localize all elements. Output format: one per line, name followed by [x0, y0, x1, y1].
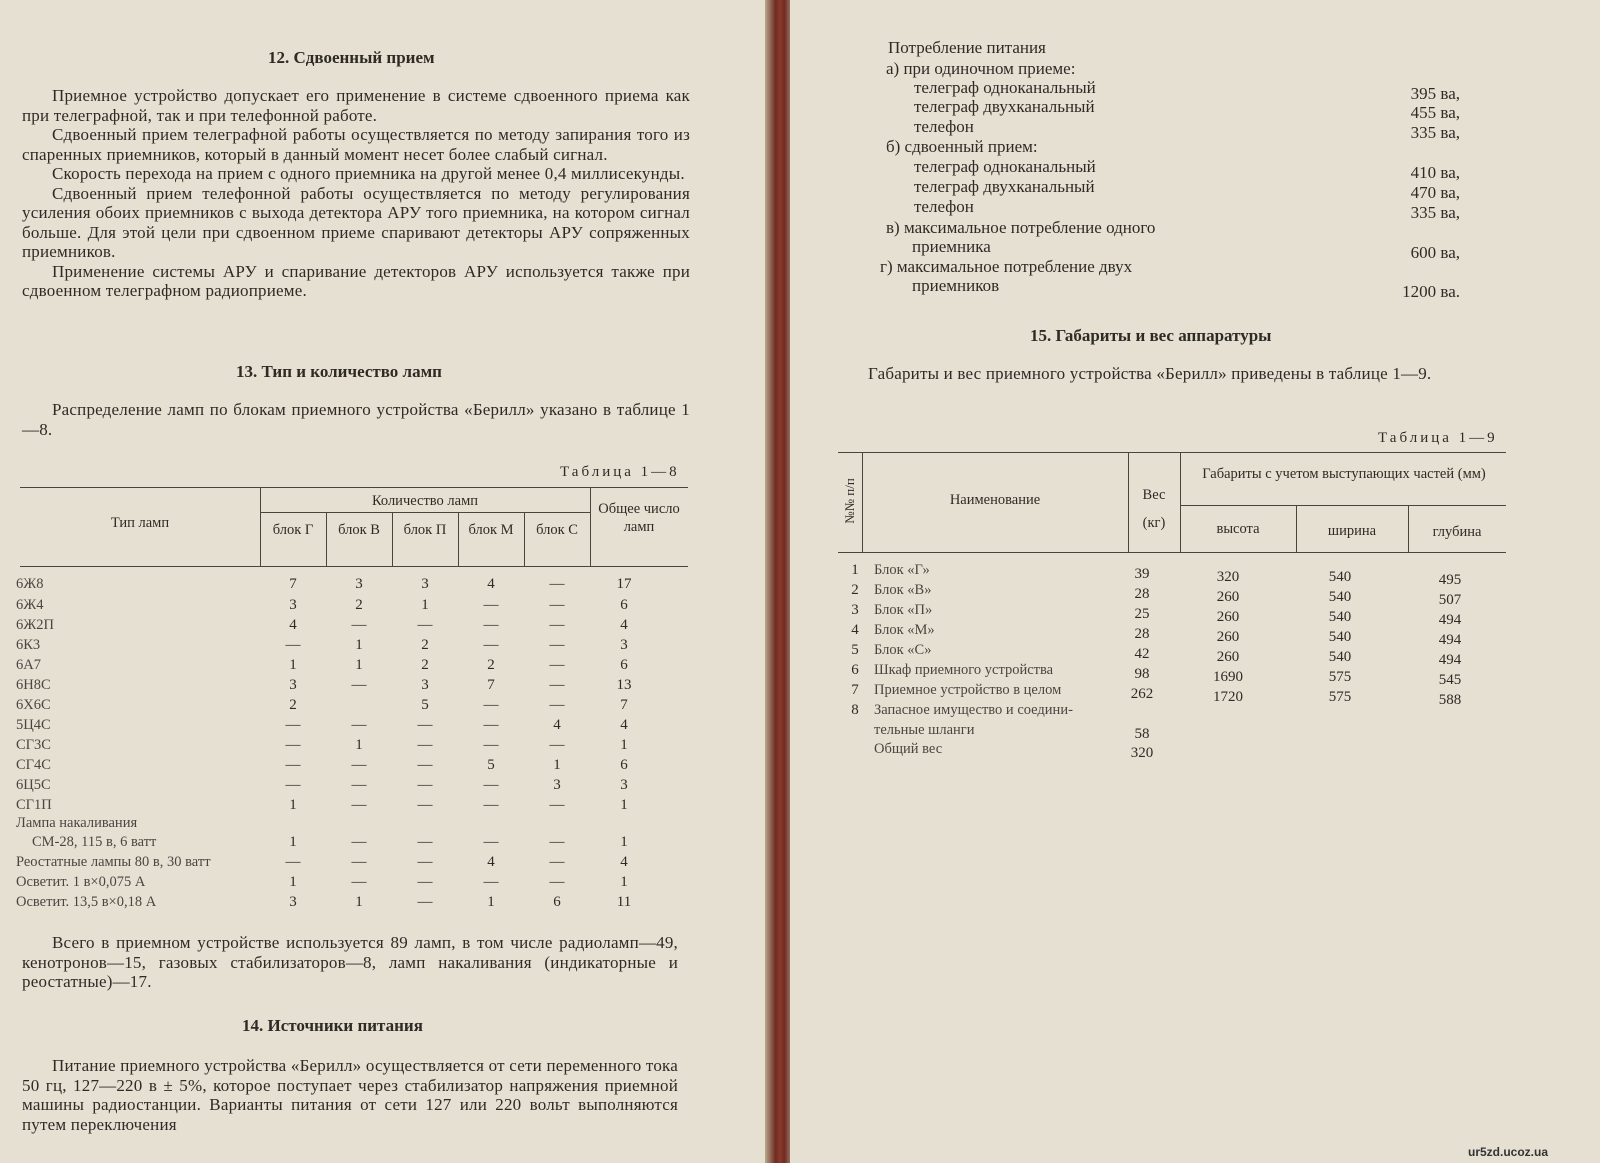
count-value: — [417, 854, 433, 870]
count-value: 2 [421, 657, 429, 673]
item-name: Запасное имущество и соедини- [874, 702, 1073, 718]
depth-value: 545 [1438, 672, 1462, 688]
lamp-type: СМ-28, 115 в, 6 ватт [32, 834, 157, 850]
paragraph: Всего в приемном устройстве используется 89 ламп, в том числе радиоламп—49, кенотронов—15, газовых стабилизаторов—8, ламп накаливания (индикаторные и реостатные)—17. [22, 933, 678, 991]
total-value: 4 [620, 717, 628, 733]
row-number: 2 [851, 582, 859, 598]
table-rule [392, 512, 393, 566]
row-number: 5 [851, 642, 859, 658]
lamp-type: СГ3С [16, 737, 51, 753]
width-value: 575 [1328, 689, 1352, 705]
count-value: — [549, 637, 565, 653]
count-value: — [483, 874, 499, 890]
paragraph: Применение системы АРУ и спаривание детекторов АРУ используется также при сдвоенном телеграфном радиоприеме. [22, 261, 690, 300]
item-name: Общий вес [874, 741, 943, 757]
column-header-block: блок Г [272, 522, 314, 538]
count-value: 3 [289, 677, 297, 693]
count-value: — [351, 677, 367, 693]
count-value: — [417, 617, 433, 633]
count-value: — [483, 637, 499, 653]
power-line: приемника [912, 237, 991, 256]
section-14-text [22, 1056, 678, 1163]
width-value: 540 [1328, 649, 1352, 665]
paragraph: Сдвоенный прием телеграфной работы осуществляется по методу запирания того из спаренных приемников, который в данный момент несет более слабый сигнал. [22, 125, 690, 164]
table-rule [260, 512, 590, 513]
count-value: — [549, 597, 565, 613]
height-value: 260 [1216, 649, 1240, 665]
total-value: 1 [620, 834, 628, 850]
lamp-summary [22, 933, 678, 992]
row-number: 3 [851, 602, 859, 618]
lamp-type: 6Ж8 [16, 576, 44, 592]
total-value: 6 [620, 757, 628, 773]
watermark: ur5zd.ucoz.ua [1468, 1145, 1549, 1159]
count-value: 1 [289, 797, 297, 813]
count-value: — [351, 717, 367, 733]
lamp-type: 6Ж2П [16, 617, 54, 633]
section-12-title: 12. Сдвоенный прием [268, 48, 435, 67]
count-value: — [285, 737, 301, 753]
width-value: 540 [1328, 609, 1352, 625]
total-value: 17 [616, 576, 632, 592]
column-header-width: ширина [1327, 523, 1377, 539]
weight-value: 39 [1134, 566, 1150, 582]
count-value: — [483, 697, 499, 713]
row-number: 7 [851, 682, 859, 698]
count-value: — [351, 797, 367, 813]
count-value: 4 [553, 717, 561, 733]
power-value: 395 ва, [1410, 84, 1460, 103]
depth-value: 494 [1438, 652, 1462, 668]
column-header-block: блок В [338, 522, 380, 538]
count-value: 3 [421, 576, 429, 592]
column-header-block: блок М [468, 522, 514, 538]
count-value: — [351, 834, 367, 850]
total-value: 3 [620, 637, 628, 653]
item-name: Приемное устройство в целом [874, 682, 1062, 698]
count-value: 1 [553, 757, 561, 773]
count-value: — [285, 777, 301, 793]
count-value: — [285, 637, 301, 653]
table-rule [458, 512, 459, 566]
paragraph: Питание приемного устройства «Берилл» осуществляется от сети переменного тока 50 гц, 127—220 в ± 5%, которое поступает через стабилизатор напряжения приемной машины радиостанции. Варианты питания от сети 127 или 220 вольт выполняются путем переключения [22, 1056, 678, 1134]
count-value: — [549, 657, 565, 673]
lamp-type: 6Х6С [16, 697, 51, 713]
power-line: телефон [914, 197, 974, 216]
height-value: 1690 [1213, 669, 1243, 685]
count-value: 2 [289, 697, 297, 713]
count-value: 1 [487, 894, 495, 910]
count-value: 1 [355, 737, 363, 753]
column-header-type: Тип ламп [110, 515, 170, 531]
total-value: 13 [616, 677, 632, 693]
power-line: телеграф двухканальный [914, 97, 1095, 116]
count-value: — [483, 834, 499, 850]
total-value: 6 [620, 657, 628, 673]
height-value: 1720 [1213, 689, 1243, 705]
count-value: 1 [289, 834, 297, 850]
paragraph: Сдвоенный прием телефонной работы осуществляется по методу регулирования усиления обоих приемников с выхода детектора АРУ того приемника, на котором сигнал больше. Для этой цели при сдвоенном приеме спаривают детекторы АРУ сопряженных приемников. [22, 183, 690, 261]
count-value: 4 [289, 617, 297, 633]
total-value: 3 [620, 777, 628, 793]
count-value: 7 [487, 677, 495, 693]
weight-value: 28 [1134, 586, 1150, 602]
count-value: 1 [355, 894, 363, 910]
table-rule [20, 487, 688, 488]
count-value: 2 [421, 637, 429, 653]
total-value: 7 [620, 697, 628, 713]
row-number: 6 [851, 662, 859, 678]
section-15-intro [838, 364, 1506, 384]
count-value: — [549, 737, 565, 753]
depth-value: 494 [1438, 612, 1462, 628]
count-value: — [417, 874, 433, 890]
paragraph: Приемное устройство допускает его применение в системе сдвоенного приема как при телеграфной, так и при телефонной работе. [22, 86, 690, 125]
column-header-count: Количество ламп [371, 493, 479, 509]
count-value: 6 [553, 894, 561, 910]
count-value: — [483, 737, 499, 753]
power-value: 335 ва, [1410, 203, 1460, 222]
lamp-type: 6Ц5С [16, 777, 51, 793]
depth-value: 494 [1438, 632, 1462, 648]
depth-value: 495 [1438, 572, 1462, 588]
height-value: 260 [1216, 609, 1240, 625]
total-value: 4 [620, 617, 628, 633]
column-header-number: №№ п/п [842, 478, 857, 524]
section-12-text [22, 86, 690, 301]
lamp-type: Реостатные лампы 80 в, 30 ватт [16, 854, 211, 870]
table-rule [1128, 452, 1129, 552]
count-value: — [549, 697, 565, 713]
power-line: приемников [912, 276, 1000, 295]
column-header-name: Наименование [949, 492, 1041, 508]
lamp-type: СГ1П [16, 797, 52, 813]
total-value: 4 [620, 854, 628, 870]
count-value: 1 [289, 874, 297, 890]
item-name: Блок «П» [874, 602, 933, 618]
count-value: — [549, 797, 565, 813]
power-value: 455 ва, [1410, 103, 1460, 122]
power-line: телеграф одноканальный [914, 157, 1096, 176]
table-rule [1180, 505, 1506, 506]
count-value: — [549, 834, 565, 850]
power-value: 600 ва, [1410, 243, 1460, 262]
count-value: — [417, 717, 433, 733]
count-value: 1 [355, 637, 363, 653]
paragraph: Скорость перехода на прием с одного приемника на другой менее 0,4 миллисекунды. [52, 164, 685, 183]
table-rule [326, 512, 327, 566]
count-value: 3 [289, 597, 297, 613]
table-rule [590, 487, 591, 566]
count-value: — [483, 777, 499, 793]
depth-value: 507 [1438, 592, 1462, 608]
lamp-type: СГ4С [16, 757, 51, 773]
count-value: 3 [289, 894, 297, 910]
weight-value: 25 [1134, 606, 1150, 622]
paragraph: Габариты и вес приемного устройства «Берилл» приведены в таблице 1—9. [868, 364, 1432, 383]
count-value: 5 [487, 757, 495, 773]
lamp-type: 6К3 [16, 637, 41, 653]
count-value: — [351, 854, 367, 870]
power-title: Потребление питания [888, 38, 1046, 57]
count-value: — [351, 617, 367, 633]
count-value: — [549, 576, 565, 592]
count-value: — [483, 797, 499, 813]
power-line: г) максимальное потребление двух [880, 257, 1133, 276]
item-name: Блок «В» [874, 582, 932, 598]
lamp-type: Осветит. 1 в×0,075 А [16, 874, 146, 890]
lamp-type: Осветит. 13,5 в×0,18 А [16, 894, 157, 910]
count-value: 4 [487, 854, 495, 870]
count-value: — [417, 737, 433, 753]
column-header-block: блок С [536, 522, 578, 538]
section-14-title: 14. Источники питания [242, 1016, 423, 1035]
lamp-type: Лампа накаливания [16, 815, 138, 831]
column-header-depth: глубина [1432, 524, 1482, 540]
height-value: 320 [1216, 569, 1240, 585]
weight-value: 28 [1134, 626, 1150, 642]
count-value: — [351, 777, 367, 793]
width-value: 540 [1328, 589, 1352, 605]
depth-value: 588 [1438, 692, 1462, 708]
width-value: 540 [1328, 569, 1352, 585]
total-value: 1 [620, 797, 628, 813]
table-1-8-caption: Таблица 1—8 [560, 464, 680, 480]
count-value: 5 [421, 697, 429, 713]
column-header-dimensions: Габариты с учетом выступающих частей (мм) [1202, 466, 1486, 482]
table-rule [20, 566, 688, 567]
row-number: 8 [851, 702, 859, 718]
count-value: — [483, 597, 499, 613]
table-rule [838, 552, 1506, 553]
section-13-title: 13. Тип и количество ламп [236, 362, 442, 381]
weight-value: 42 [1134, 646, 1150, 662]
total-value: 1 [620, 737, 628, 753]
table-rule [838, 452, 1506, 453]
item-name: Шкаф приемного устройства [874, 662, 1054, 678]
count-value: — [351, 757, 367, 773]
weight-value: 58 [1134, 726, 1150, 742]
item-name: Блок «М» [874, 622, 935, 638]
section-15-title: 15. Габариты и вес аппаратуры [1030, 326, 1272, 345]
count-value: — [417, 777, 433, 793]
row-number: 1 [851, 562, 859, 578]
height-value: 260 [1216, 589, 1240, 605]
power-line: телеграф двухканальный [914, 177, 1095, 196]
count-value: 1 [421, 597, 429, 613]
lamp-type: 6Ж4 [16, 597, 44, 613]
power-line: телеграф одноканальный [914, 78, 1096, 97]
power-value: 470 ва, [1410, 183, 1460, 202]
item-name: Блок «С» [874, 642, 932, 658]
row-number: 4 [851, 622, 859, 638]
count-value: — [549, 874, 565, 890]
count-value: — [417, 894, 433, 910]
count-value: 7 [289, 576, 297, 592]
weight-value: 98 [1134, 666, 1150, 682]
power-value: 410 ва, [1410, 163, 1460, 182]
lamp-type: 5Ц4С [16, 717, 51, 733]
count-value: 4 [487, 576, 495, 592]
power-line: телефон [914, 117, 974, 136]
table-rule [524, 512, 525, 566]
width-value: 575 [1328, 669, 1352, 685]
lamp-type: 6А7 [16, 657, 41, 673]
item-name: Блок «Г» [874, 562, 930, 578]
count-value: — [483, 717, 499, 733]
weight-value: 320 [1130, 745, 1154, 761]
count-value: 1 [289, 657, 297, 673]
count-value: — [285, 717, 301, 733]
power-value: 1200 ва. [1402, 282, 1460, 301]
count-value: 2 [355, 597, 363, 613]
count-value: — [417, 797, 433, 813]
count-value: — [417, 834, 433, 850]
column-header-weight: Вес (кг) [1142, 487, 1166, 531]
count-value: — [285, 854, 301, 870]
power-line: а) при одиночном приеме: [886, 59, 1076, 78]
count-value: — [549, 854, 565, 870]
count-value: — [549, 617, 565, 633]
count-value: 3 [553, 777, 561, 793]
paragraph: Распределение ламп по блокам приемного устройства «Берилл» указано в таблице 1—8. [22, 400, 690, 439]
total-value: 6 [620, 597, 628, 613]
column-header-total: Общее число ламп [598, 501, 680, 535]
power-value: 335 ва, [1410, 123, 1460, 142]
count-value: 1 [355, 657, 363, 673]
count-value: — [285, 757, 301, 773]
total-value: 11 [616, 894, 632, 910]
count-value: 3 [355, 576, 363, 592]
total-value: 1 [620, 874, 628, 890]
count-value: — [483, 617, 499, 633]
power-line: в) максимальное потребление одного [886, 218, 1156, 237]
count-value: 2 [487, 657, 495, 673]
count-value: 3 [421, 677, 429, 693]
power-line: б) сдвоенный прием: [886, 137, 1038, 156]
count-value: — [417, 757, 433, 773]
lamp-type: 6Н8С [16, 677, 51, 693]
column-header-block: блок П [403, 522, 447, 538]
table-1-9-caption: Таблица 1—9 [1378, 430, 1498, 446]
weight-value: 262 [1130, 686, 1154, 702]
height-value: 260 [1216, 629, 1240, 645]
column-header-height: высота [1216, 521, 1260, 537]
width-value: 540 [1328, 629, 1352, 645]
count-value: — [351, 874, 367, 890]
item-name: тельные шланги [874, 722, 975, 738]
section-13-intro [22, 400, 690, 439]
count-value: — [549, 677, 565, 693]
